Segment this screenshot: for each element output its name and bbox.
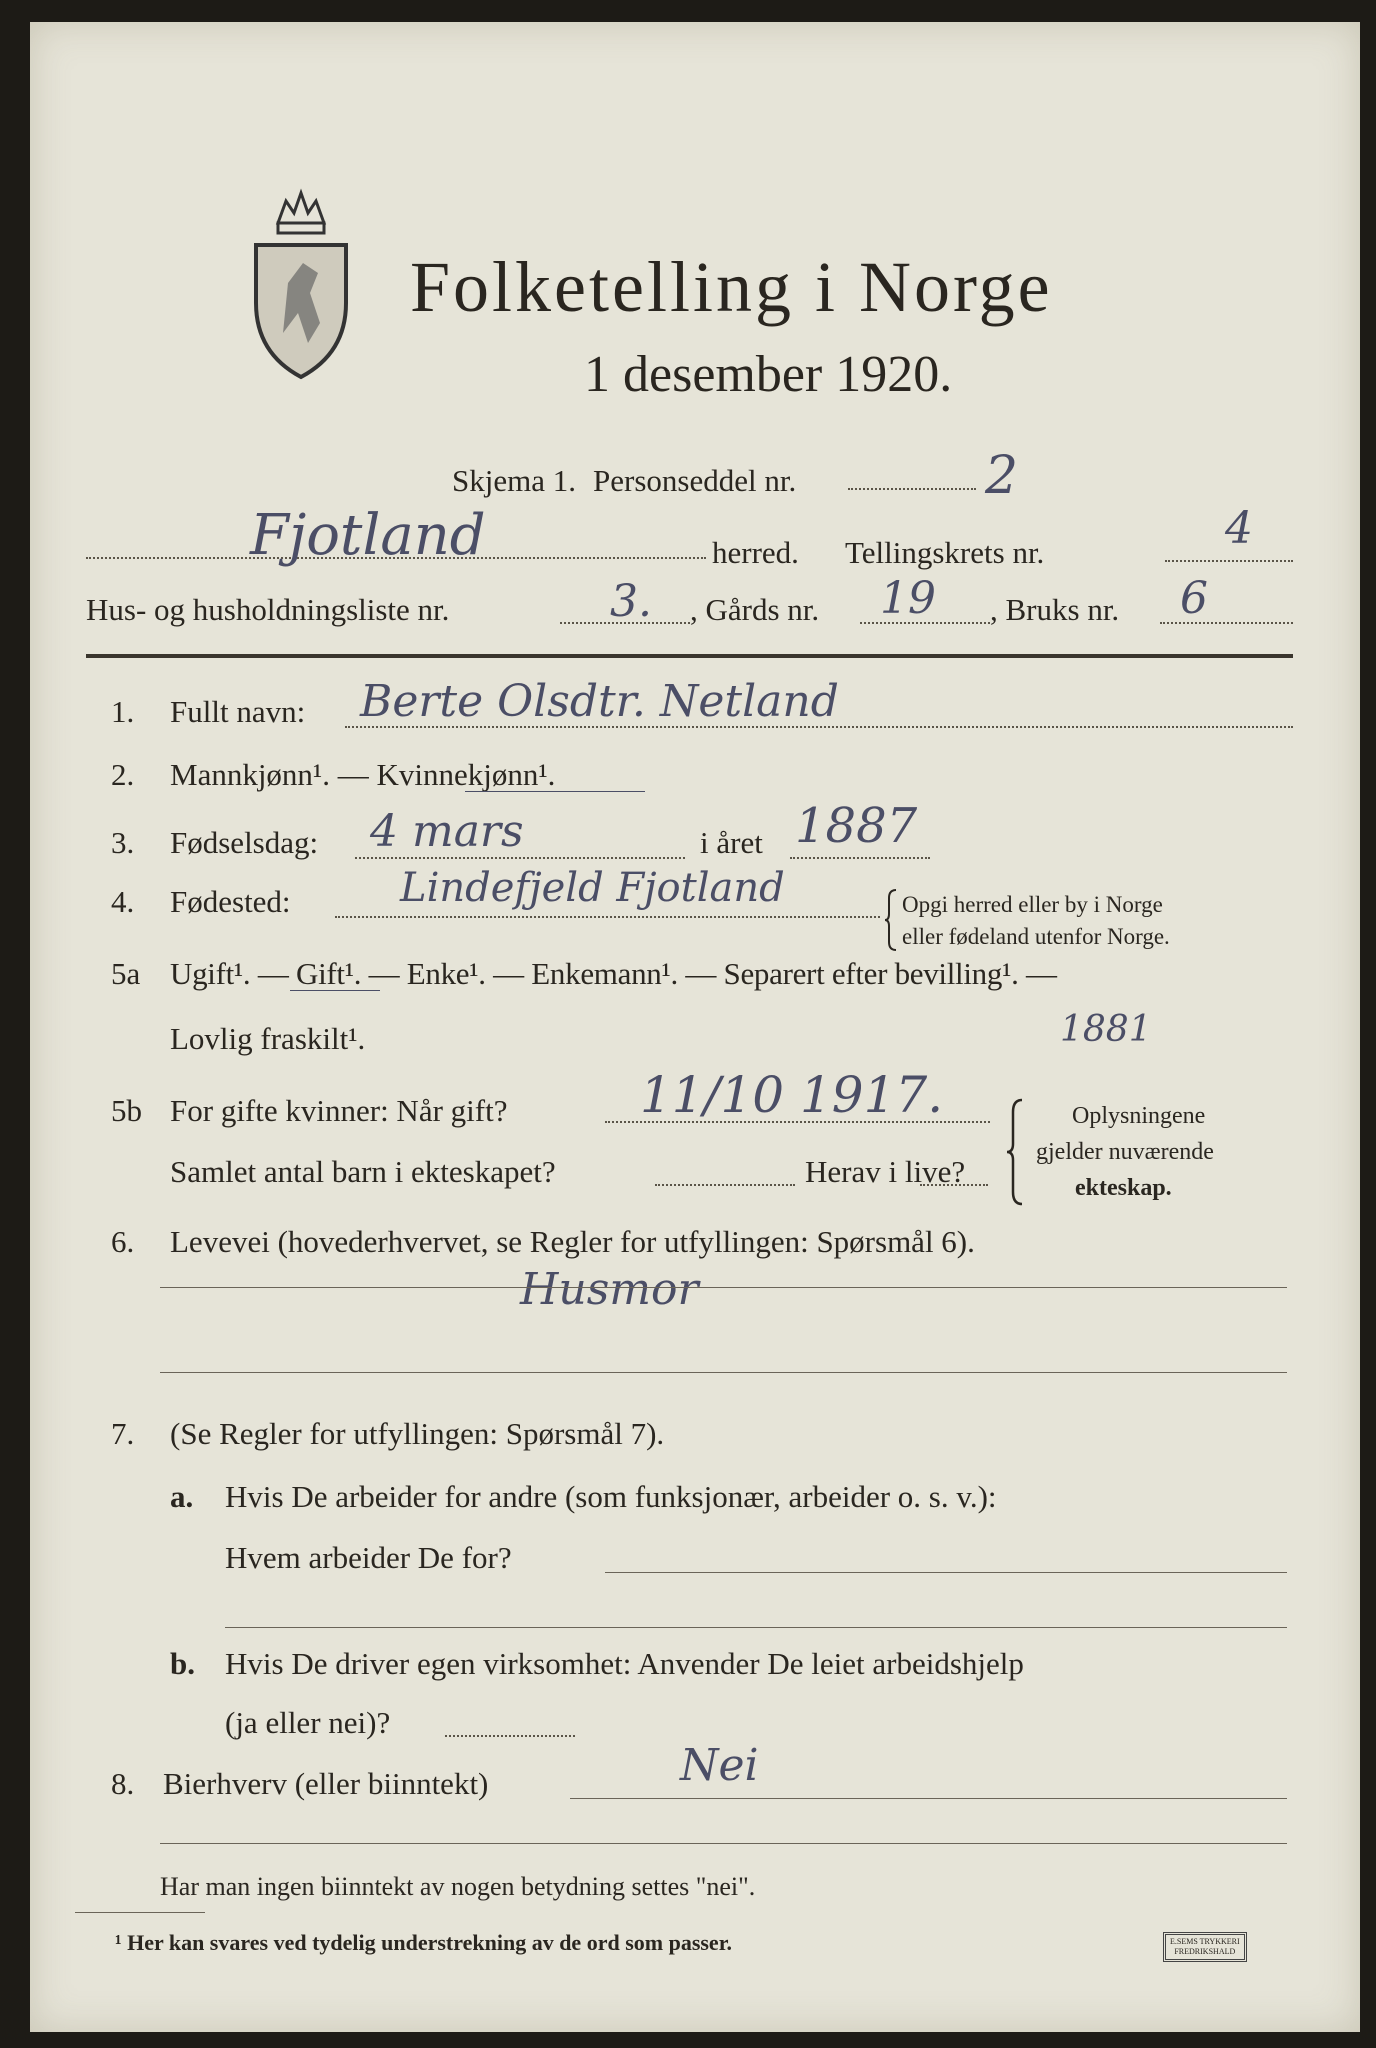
husliste-label: Hus- og husholdningsliste nr.	[86, 592, 450, 627]
section-divider	[86, 654, 1293, 658]
full-name-value: Berte Olsdtr. Netland	[360, 676, 839, 727]
q7-number: 7.	[111, 1416, 135, 1451]
q5b-note-2: gjelder nuværende	[1036, 1139, 1214, 1165]
q2-gender-options: Mannkjønn¹. — Kvinnekjønn¹.	[170, 757, 556, 792]
q4-note-2: eller fødeland utenfor Norge.	[902, 924, 1170, 949]
q7b-label-2: (ja eller nei)?	[225, 1705, 391, 1740]
personseddel-value: 2	[985, 446, 1019, 506]
personseddel-label: Personseddel nr.	[593, 463, 797, 498]
skjema-label: Skjema 1.	[452, 463, 576, 498]
gards-value: 19	[880, 573, 936, 624]
occupation-value: Husmor	[520, 1264, 699, 1315]
q8-number: 8.	[111, 1766, 135, 1801]
gards-label: , Gårds nr.	[690, 592, 820, 627]
q5b-label: For gifte kvinner: Når gift?	[170, 1093, 508, 1128]
q3-number: 3.	[111, 825, 135, 860]
q2-number: 2.	[111, 757, 135, 792]
q4-note: Opgi herred eller by i Norge	[902, 892, 1163, 917]
margin-note: 1881	[1060, 1009, 1152, 1050]
printer-name: E.SEMS TRYKKERI	[1170, 1937, 1240, 1946]
form-title: Folketelling i Norge	[410, 247, 1053, 327]
tellingskrets-value: 4	[1225, 503, 1253, 554]
printer-city: FREDRIKSHALD	[1174, 1947, 1236, 1956]
q8-label: Bierhverv (eller biinntekt)	[163, 1766, 489, 1801]
footnote: ¹ Her kan svares ved tydelig understrekning av de ord som passer.	[115, 1930, 732, 1955]
q5b-label-2: Samlet antal barn i ekteskapet?	[170, 1154, 556, 1189]
q5b-brace-icon	[1006, 1098, 1024, 1206]
marriage-date-value: 11/10 1917.	[640, 1066, 944, 1124]
side-income-value: Nei	[680, 1740, 759, 1791]
q1-label: Fullt navn:	[170, 694, 306, 729]
bruks-value: 6	[1180, 573, 1208, 624]
q7a-label: Hvis De arbeider for andre (som funksjonær, arbeider o. s. v.):	[225, 1479, 997, 1514]
q5b-number: 5b	[111, 1093, 142, 1128]
q4-label: Fødested:	[170, 884, 291, 919]
q5a-number: 5a	[111, 956, 141, 991]
q7b-letter: b.	[170, 1646, 195, 1681]
q7a-letter: a.	[170, 1479, 194, 1514]
bruks-label: , Bruks nr.	[990, 592, 1120, 627]
herred-label: herred.	[712, 535, 799, 570]
tellingskrets-label: Tellingskrets nr.	[845, 535, 1045, 570]
q5a-marital-options: Ugift¹. — Gift¹. — Enke¹. — Enkemann¹. — Separert efter bevilling¹. —	[170, 956, 1057, 991]
q6-label: Levevei (hovederhvervet, se Regler for utfyllingen: Spørsmål 6).	[170, 1224, 975, 1259]
birthdate-value: 4 mars	[370, 806, 524, 857]
birthplace-value: Lindefjeld Fjotland	[400, 865, 785, 911]
q1-number: 1.	[111, 694, 135, 729]
q7-label: (Se Regler for utfyllingen: Spørsmål 7).	[170, 1416, 665, 1451]
q3-label: Fødselsdag:	[170, 825, 319, 860]
herred-value: Fjotland	[250, 503, 486, 568]
census-date: 1 desember 1920.	[584, 346, 953, 403]
husliste-value: 3.	[610, 576, 652, 627]
q4-number: 4.	[111, 884, 135, 919]
birth-year-value: 1887	[795, 798, 918, 854]
q5a-label-2: Lovlig fraskilt¹.	[170, 1021, 366, 1056]
printer-stamp	[1163, 1932, 1247, 1962]
coat-of-arms-icon	[248, 183, 354, 381]
q5b-note-3: ekteskap.	[1075, 1175, 1172, 1201]
q5b-note: Oplysningene	[1072, 1103, 1206, 1129]
q7a-label-2: Hvem arbeider De for?	[225, 1540, 512, 1575]
q6-number: 6.	[111, 1224, 135, 1259]
footer-note: Har man ingen biinntekt av nogen betydning settes "nei".	[160, 1872, 756, 1901]
q4-brace-icon	[884, 888, 898, 952]
q7b-label: Hvis De driver egen virksomhet: Anvender De leiet arbeidshjelp	[225, 1646, 1024, 1681]
q3-year-label: i året	[700, 825, 763, 860]
q5b-label-3: Herav i live?	[805, 1154, 966, 1189]
